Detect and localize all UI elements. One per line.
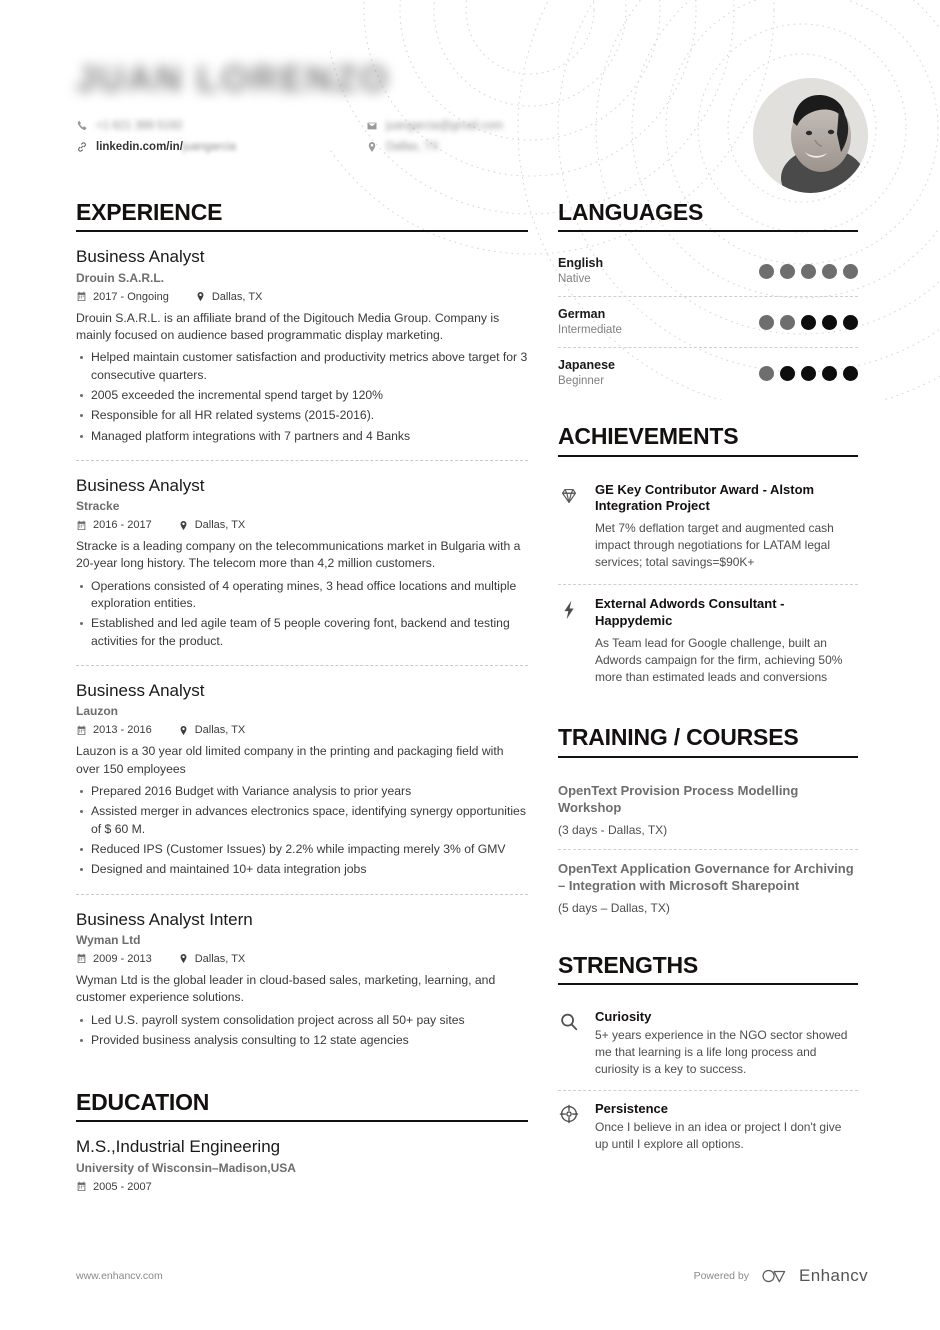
education-dates <box>76 1181 152 1193</box>
achievement-description: As Team lead for Google challenge, built an Adwords campaign for the firm, achieving 50% more than estimated leads and conversions <box>595 636 843 685</box>
rating-dot-muted <box>759 315 774 330</box>
email-value: juangarcia@gmail.com <box>386 119 504 132</box>
footer-branding <box>694 1266 868 1286</box>
training-detail: (5 days – Dallas, TX) <box>558 900 670 915</box>
rating-dot-muted <box>843 264 858 279</box>
linkedin-prefix: linkedin.com/in/ <box>96 140 183 153</box>
page-footer <box>0 1266 940 1286</box>
language-item <box>558 347 858 398</box>
calendar-icon <box>76 953 87 964</box>
magnifier-icon <box>558 1009 582 1078</box>
training-heading: TRAINING / COURSES <box>558 724 799 751</box>
job-bullets <box>76 349 528 445</box>
language-rating <box>759 315 858 330</box>
job-dates-text: 2013 - 2016 <box>93 724 152 737</box>
job-location-text: Dallas, TX <box>194 519 246 532</box>
rating-dot-filled <box>822 315 837 330</box>
job-company: Wyman Ltd <box>76 932 141 947</box>
experience-item <box>76 246 528 460</box>
target-icon <box>558 1101 582 1153</box>
job-bullet: 2005 exceeded the incremental spend target by 120% <box>76 387 528 404</box>
linkedin-handle: juangarcia <box>182 140 236 153</box>
training-detail: (3 days - Dallas, TX) <box>558 822 668 837</box>
achievements-divider <box>558 455 858 457</box>
right-column <box>558 200 858 1197</box>
section-experience <box>76 200 528 1064</box>
language-name: English <box>558 256 604 271</box>
phone-value: +1 621 389 5192 <box>96 119 183 132</box>
contact-email[interactable] <box>366 120 546 132</box>
section-achievements <box>558 424 858 699</box>
job-meta <box>76 724 528 736</box>
job-title: Business Analyst Intern <box>76 909 253 929</box>
achievement-description: Met 7% deflation target and augmented cash impact through negotiations for LATAM legal services; total savings=$90K+ <box>595 521 834 570</box>
calendar-icon <box>76 520 87 531</box>
job-dates <box>76 291 169 303</box>
job-dates-text: 2017 - Ongoing <box>93 290 169 303</box>
job-bullet: Led U.S. payroll system consolidation project across all 50+ pay sites <box>76 1012 528 1029</box>
training-divider <box>558 756 858 758</box>
job-dates <box>76 953 152 965</box>
achievements-heading: ACHIEVEMENTS <box>558 423 739 450</box>
profile-photo <box>753 78 868 193</box>
contact-details <box>76 120 546 153</box>
job-location-text: Dallas, TX <box>211 290 263 303</box>
rating-dot-filled <box>780 366 795 381</box>
enhancv-logo-icon <box>760 1266 791 1286</box>
section-strengths <box>558 953 858 1165</box>
powered-by-label: Powered by <box>693 1270 750 1282</box>
map-pin-icon <box>178 953 189 964</box>
left-column <box>76 200 528 1197</box>
phone-icon <box>76 120 88 132</box>
job-company: Drouin S.A.R.L. <box>76 270 164 285</box>
job-bullet: Helped maintain customer satisfaction and productivity metrics above target for 3 consecutive quarters. <box>76 349 528 384</box>
training-item <box>558 772 858 849</box>
calendar-icon <box>76 291 87 302</box>
job-dates <box>76 519 152 531</box>
section-languages <box>558 200 858 398</box>
strength-title: Persistence <box>595 1101 668 1117</box>
job-bullet: Designed and maintained 10+ data integration jobs <box>76 861 528 878</box>
rating-dot-filled <box>801 366 816 381</box>
lightning-bolt-icon <box>558 596 582 686</box>
job-title: Business Analyst <box>76 247 205 267</box>
enhancv-wordmark: Enhancv <box>799 1266 868 1285</box>
job-description: Lauzon is a 30 year old limited company in the printing and packaging field with over 150 employees <box>76 744 504 776</box>
job-dates <box>76 724 152 736</box>
language-rating <box>759 264 858 279</box>
training-title: OpenText Provision Process Modelling Workshop <box>558 782 799 816</box>
language-level: Intermediate <box>558 324 622 337</box>
section-training <box>558 725 858 926</box>
education-meta <box>76 1181 528 1193</box>
strengths-heading: STRENGTHS <box>558 951 699 978</box>
diamond-icon <box>558 482 582 572</box>
email-icon <box>366 120 378 132</box>
resume-body <box>0 200 940 1197</box>
education-heading: EDUCATION <box>76 1089 210 1116</box>
job-bullet: Operations consisted of 4 operating mines, 3 head office locations and multiple exploration entities. <box>76 578 528 613</box>
job-dates-text: 2016 - 2017 <box>93 519 152 532</box>
language-name: Japanese <box>558 358 615 373</box>
contact-location <box>366 141 546 153</box>
language-level: Beginner <box>558 375 605 388</box>
job-location <box>178 519 246 531</box>
languages-heading: LANGUAGES <box>558 199 704 225</box>
enhancv-logo[interactable] <box>760 1266 868 1286</box>
job-bullet: Assisted merger in advances electronics space, identifying synergy opportunities of $ 60 M. <box>76 803 528 838</box>
job-description: Stracke is a leading company on the telecommunications market in Bulgaria with a 20-year long history. The telecom more than 4,2 million customers. <box>76 539 521 571</box>
education-item <box>76 1136 528 1192</box>
experience-item <box>76 894 528 1065</box>
experience-item <box>76 460 528 665</box>
language-item <box>558 246 858 296</box>
job-meta <box>76 519 528 531</box>
footer-url[interactable]: www.enhancv.com <box>76 1270 163 1282</box>
education-degree: M.S.,Industrial Engineering <box>76 1137 281 1157</box>
experience-item <box>76 665 528 894</box>
rating-dot-filled <box>822 366 837 381</box>
job-description: Drouin S.A.R.L. is an affiliate brand of the Digitouch Media Group. Company is mainly focused on audience based programmatic display marketing. <box>76 310 500 342</box>
language-item <box>558 296 858 347</box>
job-location-text: Dallas, TX <box>194 724 246 737</box>
contact-linkedin[interactable] <box>76 141 366 153</box>
training-title: OpenText Application Governance for Archiving – Integration with Microsoft Sharepoint <box>558 860 854 894</box>
rating-dot-filled <box>801 315 816 330</box>
languages-divider <box>558 230 858 232</box>
job-location <box>178 953 246 965</box>
education-divider <box>76 1120 528 1122</box>
language-level: Native <box>558 273 591 286</box>
job-bullets <box>76 783 528 879</box>
job-bullet: Provided business analysis consulting to 12 state agencies <box>76 1032 528 1049</box>
rating-dot-muted <box>780 315 795 330</box>
job-bullet: Responsible for all HR related systems (2015-2016). <box>76 407 528 424</box>
strength-item <box>558 999 858 1090</box>
rating-dot-muted <box>780 264 795 279</box>
rating-dot-muted <box>801 264 816 279</box>
job-meta <box>76 953 528 965</box>
strength-title: Curiosity <box>595 1009 652 1025</box>
achievement-item <box>558 471 858 585</box>
job-bullets <box>76 578 528 650</box>
training-item <box>558 849 858 927</box>
job-location <box>178 724 246 736</box>
map-pin-icon <box>366 141 378 153</box>
job-bullet: Established and led agile team of 5 people covering font, backend and testing activities for the product. <box>76 615 528 650</box>
job-location-text: Dallas, TX <box>194 952 246 965</box>
job-title: Business Analyst <box>76 475 205 495</box>
location-value: Dallas, TX <box>386 140 439 153</box>
rating-dot-muted <box>759 366 774 381</box>
language-rating <box>759 366 858 381</box>
calendar-icon <box>76 725 87 736</box>
job-company: Stracke <box>76 499 120 514</box>
job-location <box>195 291 263 303</box>
experience-divider <box>76 230 528 232</box>
education-school: University of Wisconsin–Madison,USA <box>76 1160 296 1175</box>
job-bullet: Prepared 2016 Budget with Variance analysis to prior years <box>76 783 528 800</box>
calendar-icon <box>76 1181 87 1192</box>
language-name: German <box>558 307 606 322</box>
education-dates-text: 2005 - 2007 <box>93 1180 152 1193</box>
achievement-title: GE Key Contributor Award - Alstom Integration Project <box>595 481 815 514</box>
job-description: Wyman Ltd is the global leader in cloud-based sales, marketing, learning, and customer experience solutions. <box>76 972 496 1005</box>
candidate-name: JUAN LORENZO <box>76 58 391 99</box>
link-icon <box>76 141 88 153</box>
strength-description: Once I believe in an idea or project I don't give up until I explore all options. <box>595 1120 842 1152</box>
strength-item <box>558 1090 858 1165</box>
job-bullet: Managed platform integrations with 7 partners and 4 Banks <box>76 428 528 445</box>
achievement-title: External Adwords Consultant - Happydemic <box>595 596 785 629</box>
rating-dot-filled <box>843 315 858 330</box>
achievement-item <box>558 584 858 699</box>
contact-phone[interactable] <box>76 120 366 132</box>
job-bullets <box>76 1012 528 1050</box>
section-education <box>76 1090 528 1193</box>
experience-heading: EXPERIENCE <box>76 199 223 225</box>
rating-dot-muted <box>759 264 774 279</box>
map-pin-icon <box>178 520 189 531</box>
job-bullet: Reduced IPS (Customer Issues) by 2.2% while impacting merely 3% of GMV <box>76 841 528 858</box>
job-meta <box>76 291 528 303</box>
strength-description: 5+ years experience in the NGO sector showed me that learning is a life long process and curiosity is a key to success. <box>595 1028 848 1077</box>
strengths-divider <box>558 983 858 985</box>
map-pin-icon <box>195 291 206 302</box>
rating-dot-muted <box>822 264 837 279</box>
resume-header <box>0 0 940 200</box>
job-dates-text: 2009 - 2013 <box>93 952 152 965</box>
map-pin-icon <box>178 725 189 736</box>
job-title: Business Analyst <box>76 681 205 701</box>
job-company: Lauzon <box>76 704 118 719</box>
rating-dot-filled <box>843 366 858 381</box>
